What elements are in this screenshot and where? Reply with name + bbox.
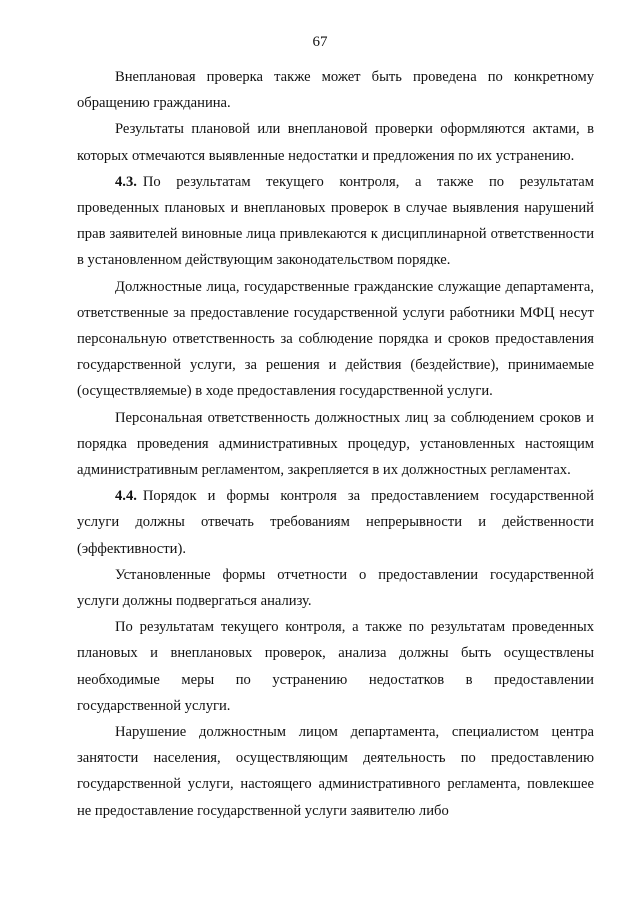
paragraph xyxy=(77,562,594,614)
paragraph xyxy=(77,116,594,168)
document-body xyxy=(77,64,594,824)
page-number: 67 xyxy=(312,34,328,50)
paragraph-text: Нарушение должностным лицом департамента, специалистом центра занятости населения, осуществляющим деятельность по предоставлению государственной услуги, настоящего административного регламента, повлекшее не предоставление государственной услуги заявителю либо xyxy=(77,724,594,819)
paragraph xyxy=(77,169,594,274)
section-number: 4.4. xyxy=(115,488,137,505)
paragraph-text: Внеплановая проверка также может быть проведена по конкретному обращению гражданина. xyxy=(77,69,594,112)
paragraph xyxy=(77,614,594,719)
paragraph xyxy=(77,274,594,405)
paragraph-text: Результаты плановой или внеплановой проверки оформляются актами, в которых отмечаются выявленные недостатки и предложения по их устранению. xyxy=(77,121,594,164)
paragraph-text: По результатам текущего контроля, а также по результатам проведенных плановых и внеплановых проверок в случае выявления нарушений прав заявителей виновные лица привлекаются к дисциплинарной ответственности в установленном действующим законодательством порядке. xyxy=(77,173,594,269)
section-number: 4.3. xyxy=(115,173,137,190)
paragraph xyxy=(77,405,594,484)
paragraph-text: Должностные лица, государственные гражданские служащие департамента, ответственные за предоставление государственной услуги работники МФЦ несут персональную ответственность за соблюдение порядка и сроков предоставления государственной услуги, за решения и действия (бездействие), принимаемые (осуществляемые) в ходе предоставления государственной услуги. xyxy=(77,278,594,400)
paragraph xyxy=(77,719,594,824)
paragraph-text: По результатам текущего контроля, а также по результатам проведенных плановых и внеплановых проверок, анализа должны быть осуществлены необходимые меры по устранению недостатков в предоставлении государственной услуги. xyxy=(77,619,594,714)
paragraph-text: Установленные формы отчетности о предоставлении государственной услуги должны подвергаться анализу. xyxy=(77,566,594,610)
paragraph-text: Персональная ответственность должностных лиц за соблюдением сроков и порядка проведения административных процедур, установленных настоящим административным регламентом, закрепляется в их должностных регламентах. xyxy=(77,409,594,479)
paragraph xyxy=(77,64,594,116)
paragraph xyxy=(77,483,594,562)
paragraph-text: Порядок и формы контроля за предоставлением государственной услуги должны отвечать требованиям непрерывности и действенности (эффективности). xyxy=(77,488,594,557)
